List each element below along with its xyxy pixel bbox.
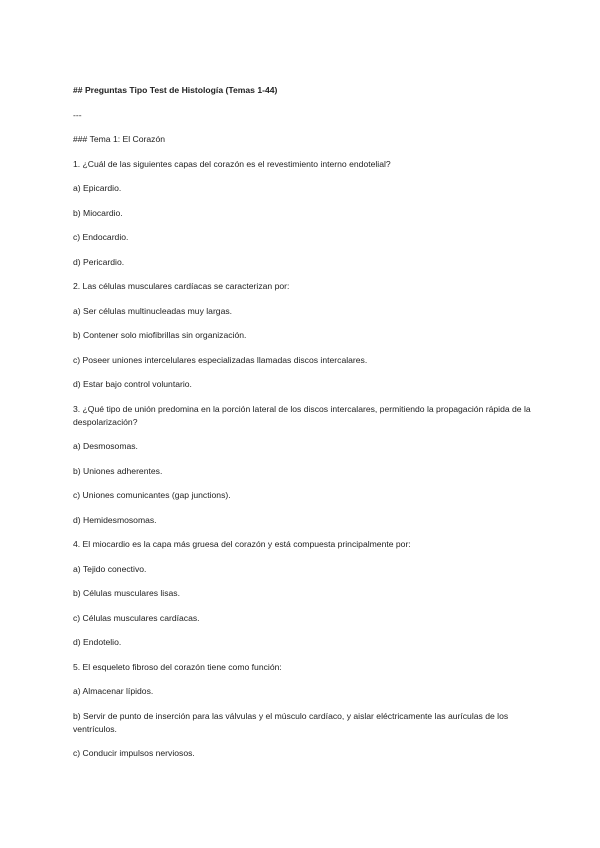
answer-option: a) Ser células multinucleadas muy largas. (73, 305, 233, 316)
answer-option: c) Conducir impulsos nerviosos. (73, 748, 195, 758)
answer-option: b) Servir de punto de inserción para las válvulas y el músculo cardíaco, y aislar eléctricamente las aurículas de los ventrículos. (73, 710, 509, 734)
answer-option: a) Desmosomas. (73, 441, 138, 451)
answer-option: b) Contener solo miofibrillas sin organización. (73, 330, 247, 340)
answer-option: a) Almacenar lípidos. (73, 686, 154, 696)
question-text: 2. Las células musculares cardíacas se caracterizan por: (73, 281, 290, 291)
answer-option: b) Células musculares lisas. (73, 588, 180, 598)
answer-option: a) Tejido conectivo. (73, 563, 147, 574)
answer-option: b) Miocardio. (73, 207, 123, 218)
question-text: 1. ¿Cuál de las siguientes capas del corazón es el revestimiento interno endotelial? (73, 158, 391, 169)
answer-option: c) Uniones comunicantes (gap junctions). (73, 490, 231, 500)
answer-option: c) Poseer uniones intercelulares especializadas llamadas discos intercalares. (73, 354, 368, 365)
question-text: 3. ¿Qué tipo de unión predomina en la porción lateral de los discos intercalares, permitiendo la propagación rápida de la despolarización? (73, 403, 531, 427)
answer-option: a) Epicardio. (73, 183, 122, 193)
answer-option: b) Uniones adherentes. (73, 465, 163, 476)
question-list (73, 158, 533, 761)
document-page (73, 84, 533, 772)
document-title: ## Preguntas Tipo Test de Histología (Temas 1-44) (73, 85, 278, 95)
answer-option: d) Hemidesmosomas. (73, 514, 157, 525)
answer-option: c) Endocardio. (73, 232, 129, 242)
answer-option: d) Estar bajo control voluntario. (73, 379, 192, 389)
question-text: 4. El miocardio es la capa más gruesa del corazón y está compuesta principalmente por: (73, 539, 411, 549)
section-heading: ### Tema 1: El Corazón (73, 134, 166, 144)
answer-option: d) Endotelio. (73, 637, 122, 647)
separator: --- (73, 109, 82, 120)
answer-option: d) Pericardio. (73, 256, 125, 267)
answer-option: c) Células musculares cardíacas. (73, 612, 200, 623)
question-text: 5. El esqueleto fibroso del corazón tiene como función: (73, 661, 282, 672)
